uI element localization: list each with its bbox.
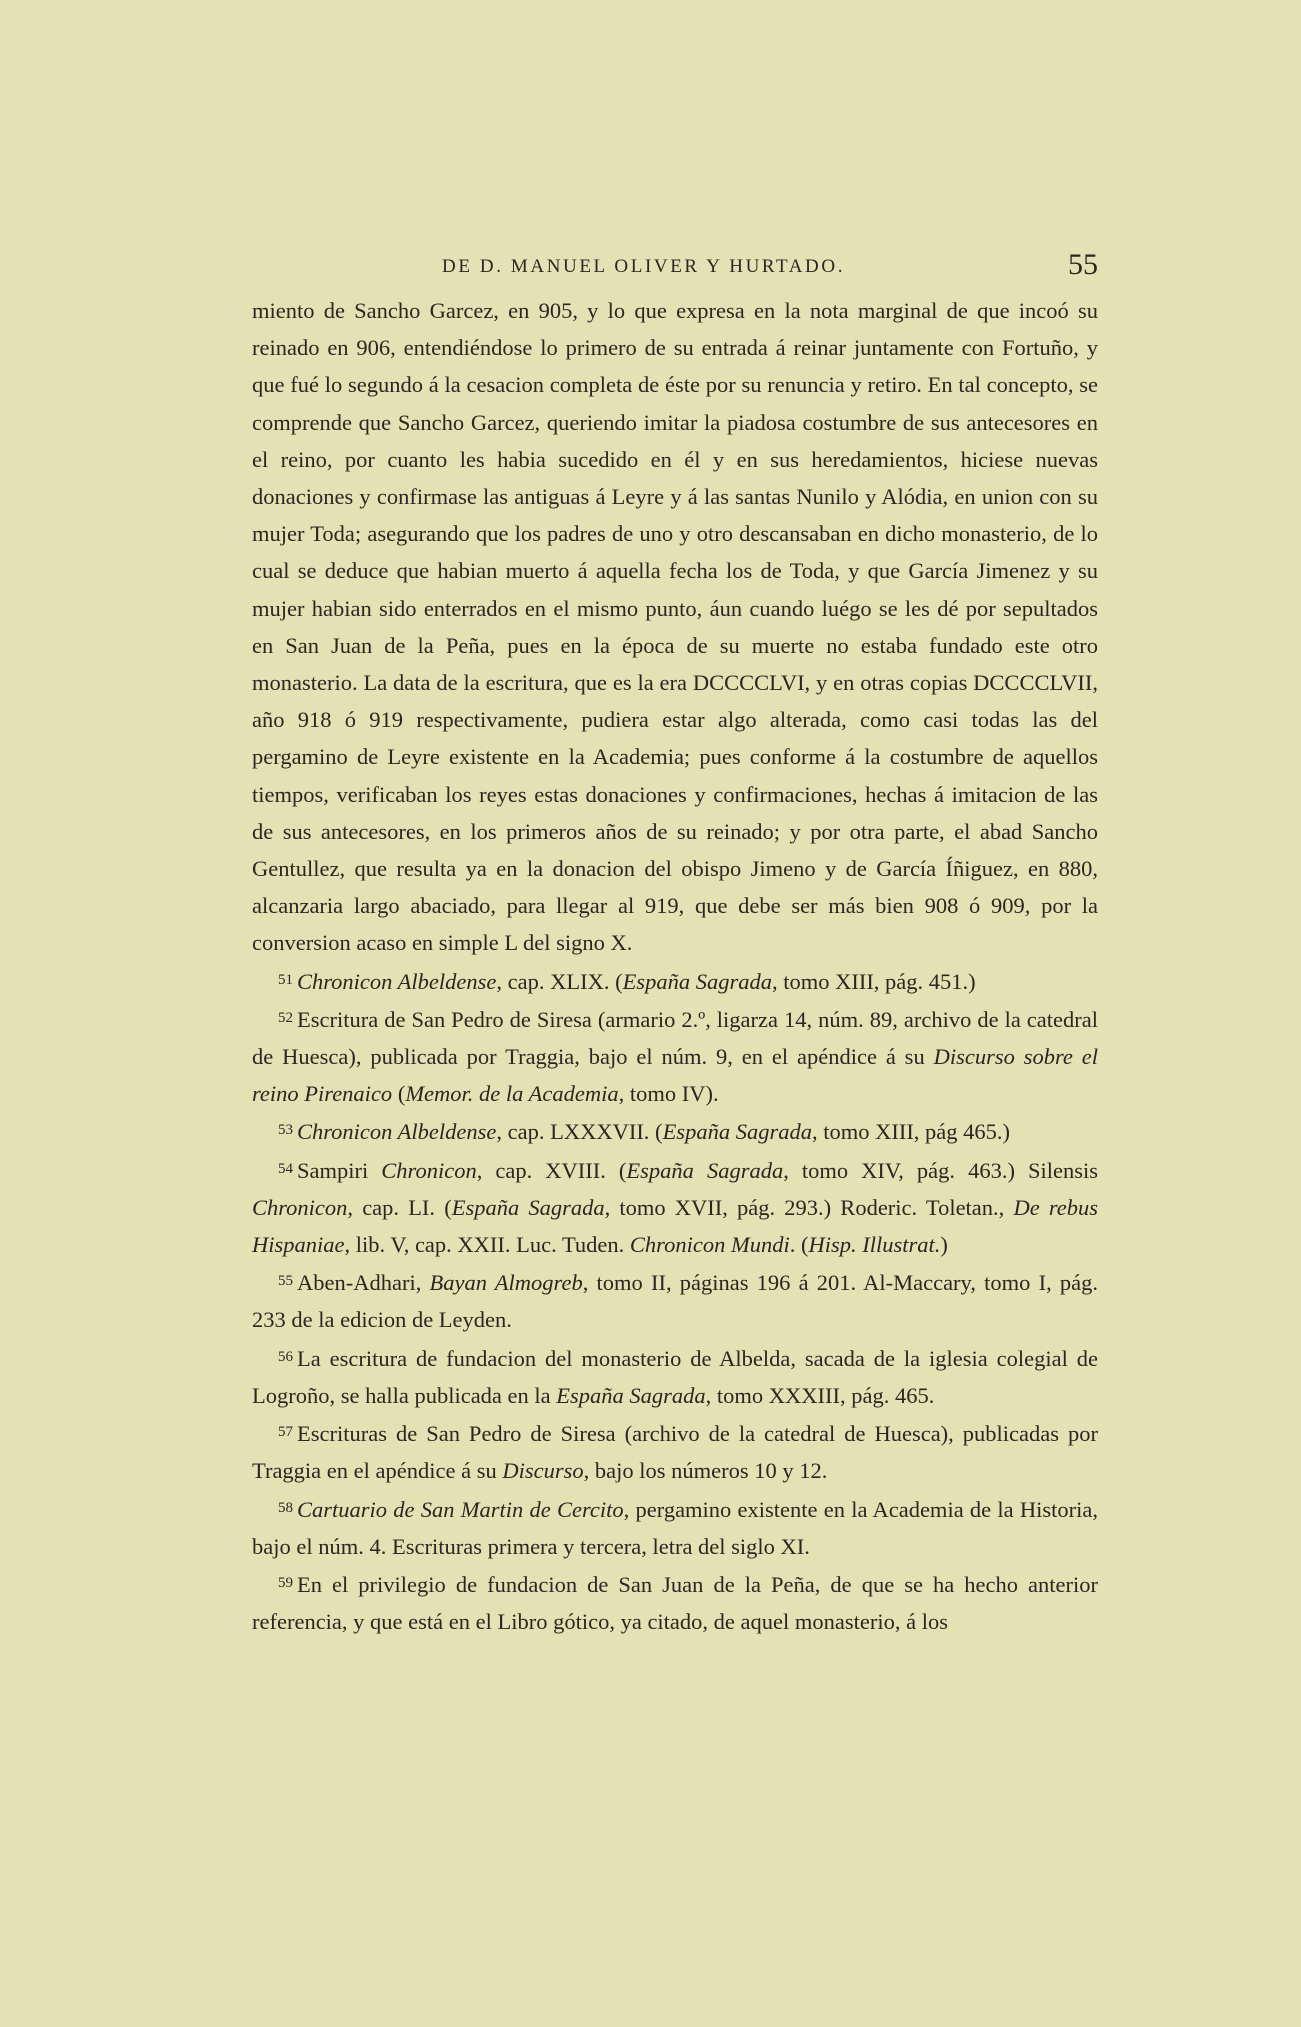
footnote-text: Hisp. Illustrat.	[808, 1232, 941, 1258]
footnote-text: , tomo IV).	[618, 1081, 719, 1107]
main-paragraph: miento de Sancho Garcez, en 905, y lo que expresa en la nota marginal de que incoó su reinado en 906, entendiéndose lo primero de su entrada á reinar juntamente con Fortuño, y que fué lo segundo á la cesacion completa de éste por su renuncia y retiro. En tal concepto, se comprende que Sancho Garcez, queriendo imitar la piadosa costumbre de sus antecesores en el reino, por cuanto les habia sucedido en él y en sus heredamientos, hiciese nuevas donaciones y confirmase las antiguas á Leyre y á las santas Nunilo y Alódia, en union con su mujer Toda; asegurando que los padres de uno y otro descansaban en dicho monasterio, de lo cual se deduce que habian muerto á aquella fecha los de Toda, y que García Jimenez y su mujer habian sido enterrados en el mismo punto, áun cuando luégo se les dé por sepultados en San Juan de la Peña, pues en la época de su muerte no estaba fundado este otro monasterio. La data de la escritura, que es la era DCCCCLVI, y en otras copias DCCCCLVII, año 918 ó 919 respectivamente, pudiera estar algo alterada, como casi todas las del pergamino de Leyre existente en la Academia; pues conforme á la costumbre de aquellos tiempos, verificaban los reyes estas donaciones y confirmaciones, hechas á imitacion de las de sus antecesores, en los primeros años de su reinado; y por otra parte, el abad Sancho Gentullez, que resulta ya en la donacion del obispo Jimeno y de García Íñiguez, en 880, alcanzaria largo abaciado, para llegar al 919, que debe ser más bien 908 ó 909, por la conversion acaso en simple L del signo X.	[252, 298, 1098, 956]
footnote-text: Bayan Almogreb	[429, 1270, 583, 1296]
footnote-text: Chronicon	[252, 1194, 348, 1220]
footnote-text: , tomo XIII, pág 465.)	[811, 1119, 1011, 1145]
footnote-text: En el privilegio de fundacion de San Juan de la Peña, de que se ha hecho anterior referencia, y que está en el Libro gótico, ya citado, de aquel monasterio, á los	[252, 1571, 1098, 1635]
footnote-number: 55	[278, 1273, 293, 1290]
footnote-text: España Sagrada	[451, 1194, 605, 1220]
footnote-number: 51	[278, 971, 293, 988]
footnote-text: Cartuario de San Martin de Cercito	[297, 1496, 624, 1522]
page-header	[252, 248, 1098, 292]
footnote-text: Escritura de San Pedro de Siresa (armario 2.º, ligarza 14, núm. 89, archivo de la catedral de Huesca), publicada por Traggia, bajo el núm. 9, en el apéndice á su	[252, 1006, 1098, 1070]
footnote-text: , cap. XVIII. (	[476, 1157, 627, 1183]
footnote-text: España Sagrada	[622, 968, 772, 994]
footnote-number: 53	[278, 1122, 293, 1139]
footnote-text: La escritura de fundacion del monasterio de Albelda, sacada de la iglesia colegial de Logroño, se halla publicada en la	[252, 1345, 1098, 1408]
footnote-text: , cap. LXXXVII. (	[496, 1119, 663, 1145]
running-head: DE D. MANUEL OLIVER Y HURTADO.	[442, 256, 846, 277]
footnote-57	[252, 1414, 1098, 1489]
footnote-53	[252, 1112, 1098, 1150]
footnote-text: , pergamino existente en la Academia de la Historia, bajo el núm. 4. Escrituras primera y tercera, letra del siglo XI.	[252, 1496, 1098, 1559]
footnote-text: , tomo XIII, pág. 451.)	[771, 968, 976, 994]
footnote-number: 57	[278, 1424, 293, 1441]
footnote-text: De rebus Hispaniae	[252, 1194, 1098, 1258]
footnote-number: 58	[278, 1499, 293, 1516]
footnote-text: . (	[789, 1232, 809, 1258]
footnote-text: , tomo XVII, pág. 293.) Roderic. Toletan.,	[604, 1194, 1014, 1220]
footnote-text: , lib. V, cap. XXII. Luc. Tuden.	[344, 1232, 630, 1258]
footnote-number: 59	[278, 1574, 293, 1591]
footnote-58	[252, 1490, 1098, 1565]
footnote-59	[252, 1565, 1098, 1640]
page-body	[252, 292, 1098, 1640]
footnote-54	[252, 1151, 1098, 1264]
footnote-text: Chronicon Albeldense	[297, 968, 497, 994]
footnote-56	[252, 1339, 1098, 1414]
footnote-text: Discurso	[502, 1458, 584, 1484]
footnote-number: 56	[278, 1348, 293, 1365]
footnote-text: Escrituras de San Pedro de Siresa (archivo de la catedral de Huesca), publicadas por Traggia en el apéndice á su	[252, 1421, 1098, 1484]
footnote-text: España Sagrada	[626, 1157, 784, 1183]
footnote-52	[252, 1000, 1098, 1113]
footnote-text: , tomo XXXIII, pág. 465.	[705, 1382, 935, 1408]
page-number: 55	[1068, 248, 1098, 281]
footnote-text: Aben-Adhari,	[297, 1270, 430, 1296]
footnote-text: Chronicon Mundi	[629, 1232, 790, 1258]
footnote-55	[252, 1263, 1098, 1338]
footnote-text: )	[940, 1232, 948, 1258]
footnote-51	[252, 962, 1098, 1000]
footnote-text: , cap. LI. (	[347, 1194, 452, 1220]
footnote-text: España Sagrada	[556, 1382, 706, 1408]
footnote-text: , bajo los números 10 y 12.	[583, 1458, 828, 1484]
footnote-number: 52	[278, 1009, 293, 1026]
footnote-text: España Sagrada	[662, 1119, 812, 1145]
footnote-text: Sampiri	[297, 1157, 382, 1183]
footnote-text: , cap. XLIX. (	[496, 968, 623, 994]
footnote-number: 54	[278, 1160, 293, 1177]
footnote-text: Discurso sobre el reino Pirenaico	[252, 1044, 1098, 1107]
footnote-text: , tomo XIV, pág. 463.) Silensis	[783, 1157, 1098, 1183]
footnote-text: (	[392, 1081, 406, 1107]
footnote-text: , tomo II, páginas 196 á 201. Al-Maccary, tomo I, pág. 233 de la edicion de Leyden.	[252, 1270, 1098, 1333]
footnote-text: Chronicon Albeldense	[297, 1119, 497, 1145]
footnote-text: Memor. de la Academia	[405, 1081, 619, 1107]
footnote-text: Chronicon	[381, 1157, 477, 1183]
